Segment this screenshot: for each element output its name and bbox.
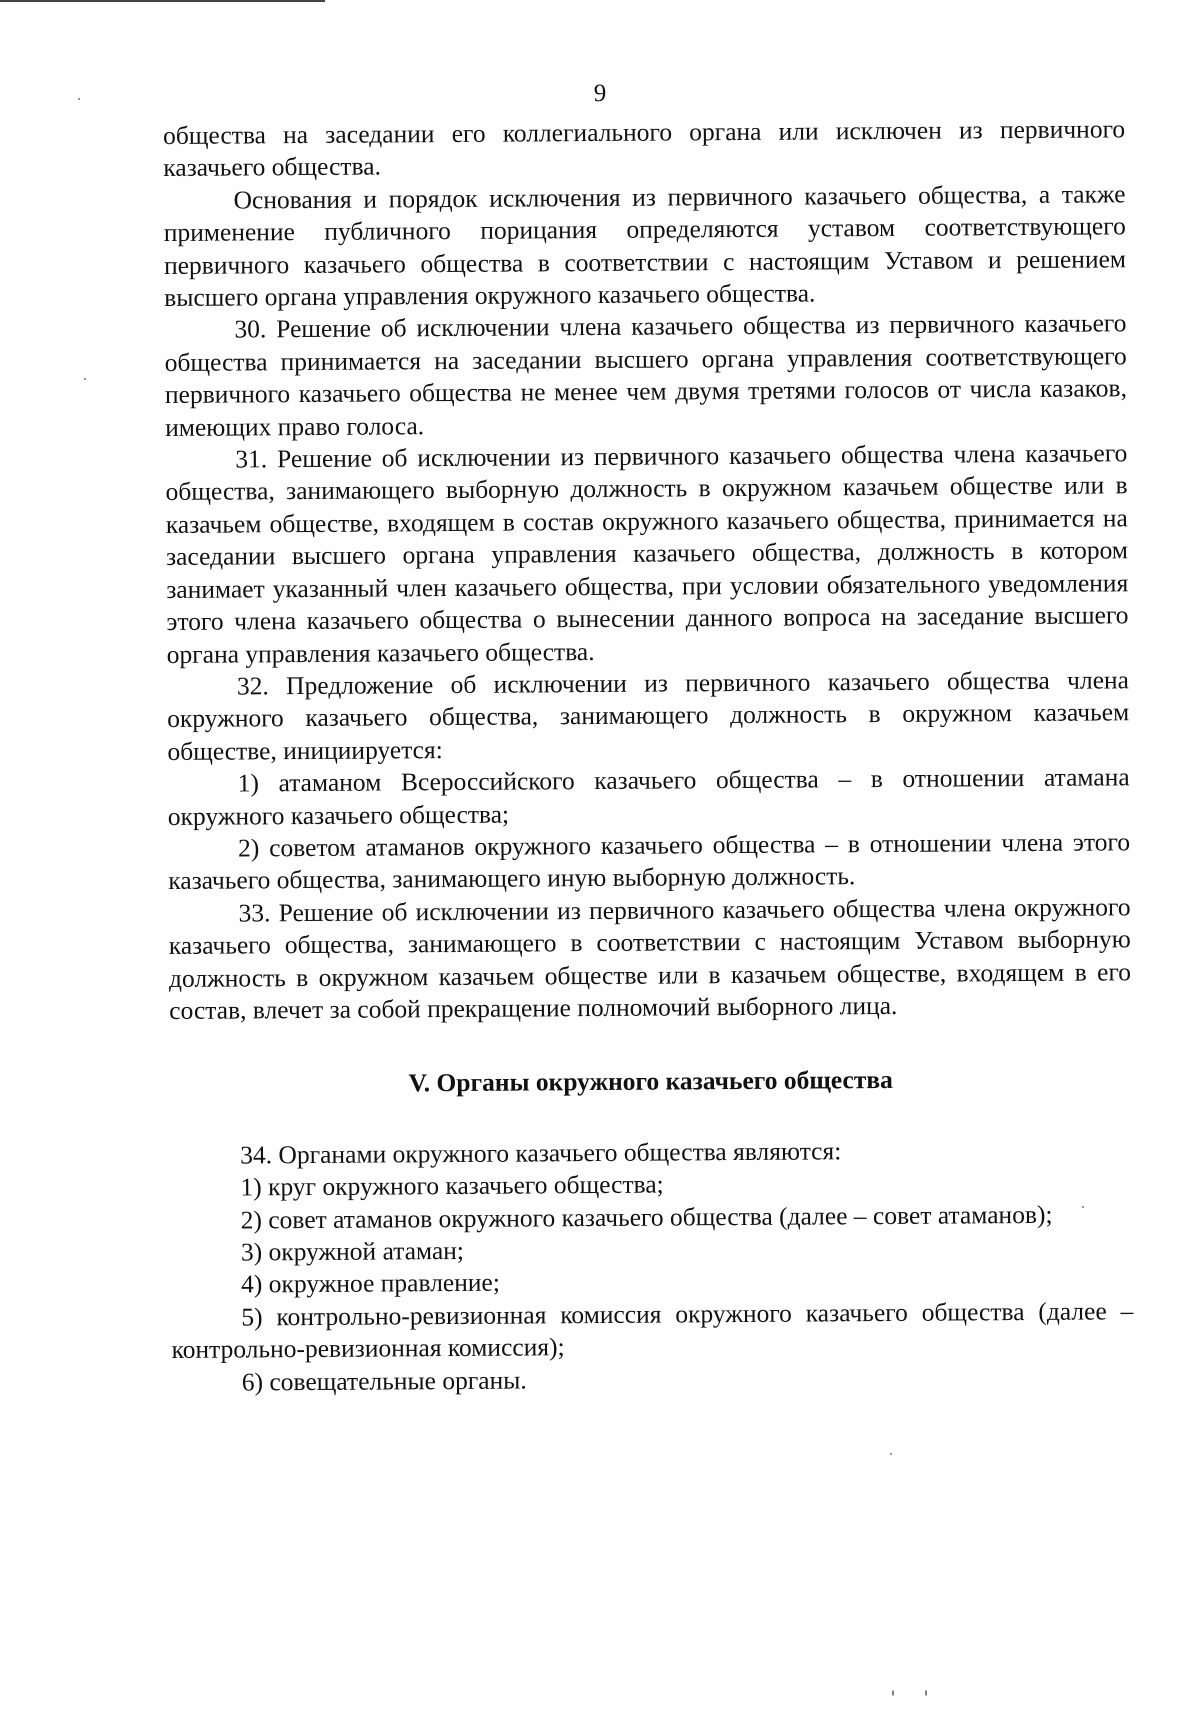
paragraph-subitem: 1) атаманом Всероссийского казачьего общества – в отношении атамана окружного казачьего общества; (167, 762, 1130, 831)
document-body (163, 113, 1134, 1399)
scan-speck (78, 98, 80, 100)
paragraph-item-31: 31. Решение об исключении из первичного казачьего общества члена казачьего общества, занимающего выборную должность в окружном казачьем обществе или в казачьем обществе, входящем в состав окружного казачьего общества, принимается на заседании высшего органа управления казачьего общества, должность в котором занимает указанный член казачьего общества, при условии обязательного уведомления этого члена казачьего общества о вынесении данного вопроса на заседание высшего органа управления казачьего общества. (165, 438, 1129, 669)
list-item: 5) контрольно-ревизионная комиссия окружного казачьего общества (далее – контрольно-ревизионная комиссия); (171, 1296, 1134, 1365)
scan-edge-line (0, 0, 325, 2)
scan-speck (892, 1690, 894, 1696)
paragraph-item-34: 34. Органами окружного казачьего общества являются: (240, 1136, 842, 1170)
page-number: 9 (593, 80, 607, 107)
paragraph-item-33: 33. Решение об исключении из первичного казачьего общества члена окружного казачьего общества, занимающего в соответствии с настоящим Уставом выборную должность в окружном казачьем обществе или в казачьем обществе, входящем в его состав, влечет за собой прекращение полномочий выборного лица. (168, 892, 1132, 1025)
list-item: 4) окружное правление; (241, 1268, 500, 1299)
paragraph-subitem: 2) советом атаманов окружного казачьего общества – в отношении члена этого казачьего общества, занимающего иную выборную должность. (168, 827, 1131, 896)
paragraph-item-30: 30. Решение об исключении члена казачьего общества из первичного казачьего общества принимается на заседании высшего органа управления соответствующего первичного казачьего общества не менее чем двумя третями голосов от числа казаков, имеющих право голоса. (164, 308, 1127, 442)
list-item: 2) совет атаманов окружного казачьего общества (далее – совет атаманов); (240, 1199, 1053, 1235)
scan-speck (1082, 1206, 1084, 1208)
section-heading: V. Органы окружного казачьего общества (408, 1065, 893, 1098)
paragraph-item-32: 32. Предложение об исключении из первичного казачьего общества члена окружного казачьего общества, занимающего должность в окружном казачьем обществе, инициируется: (167, 665, 1130, 766)
scan-speck (925, 1690, 927, 1696)
paragraph: общества на заседании его коллегиального органа или исключен из первичного казачьего общества. (163, 114, 1126, 183)
scan-speck (890, 1453, 892, 1455)
list-item: 6) совещательные органы. (241, 1365, 527, 1397)
list-item: 3) окружной атаман; (240, 1235, 465, 1267)
scan-speck (84, 378, 86, 380)
paragraph: Основания и порядок исключения из первичного казачьего общества, а также применение публичного порицания определяются уставом соответствующего первичного казачьего общества в соответствии с настоящим Уставом и решением высшего органа управления окружного казачьего общества. (163, 179, 1127, 313)
list-item: 1) круг окружного казачьего общества; (240, 1169, 664, 1202)
